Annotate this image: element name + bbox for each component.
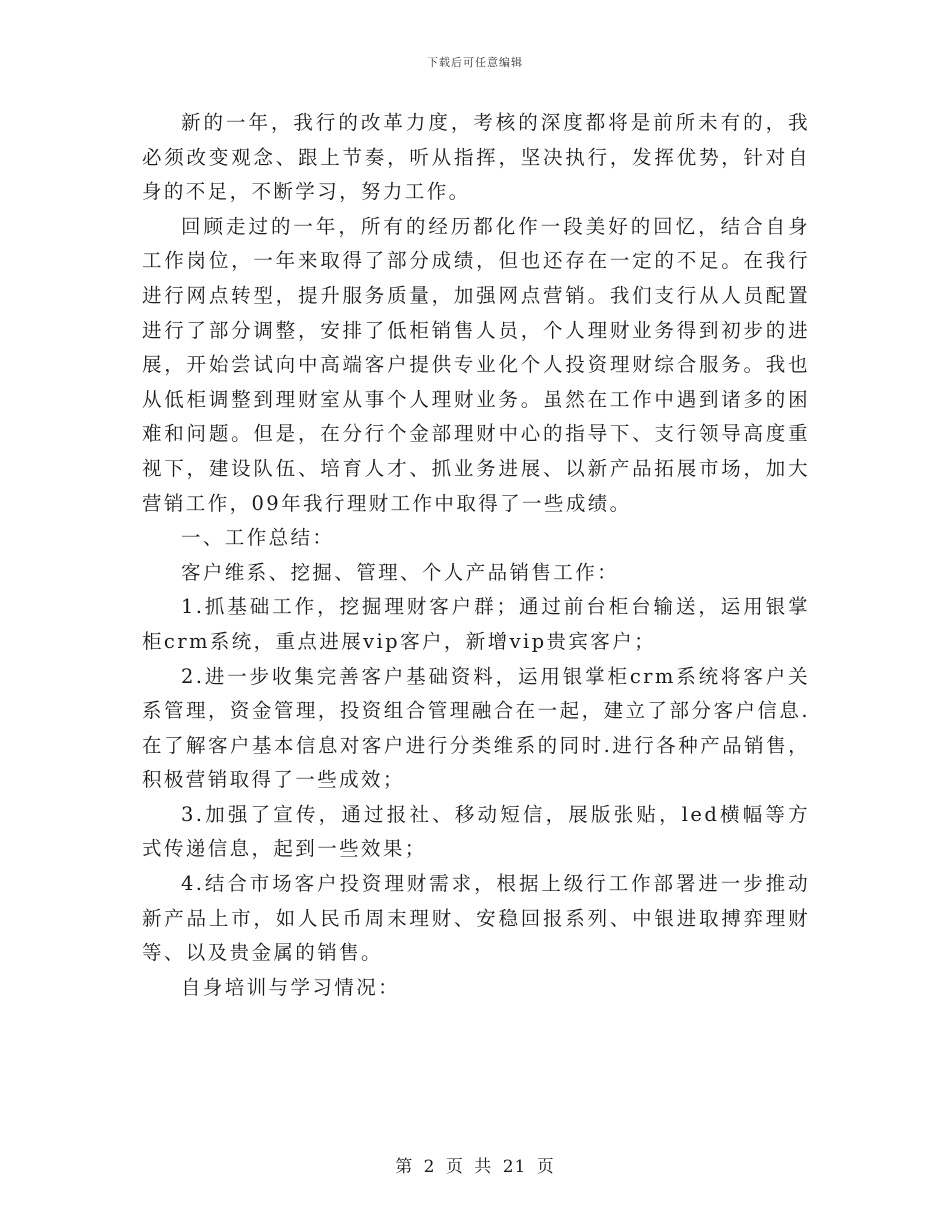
document-body [142,106,810,1005]
list-item-4: 4.结合市场客户投资理财需求，根据上级行工作部署进一步推动新产品上市，如人民币周末理财、安稳回报系列、中银进取搏弈理财等、以及贵金属的销售。 [142,872,810,965]
subheading-customer-sales: 客户维系、挖掘、管理、个人产品销售工作： [181,560,620,584]
paragraph-intro: 新的一年，我行的改革力度，考核的深度都将是前所未有的，我必须改变观念、跟上节奏，听从指挥，坚决执行，发挥优势，针对自身的不足，不断学习，努力工作。 [142,111,810,204]
header-note: 下载后可任意编辑 [427,56,523,69]
section-heading-work-summary: 一、工作总结： [181,526,335,550]
subheading-training: 自身培训与学习情况： [181,975,401,999]
list-item-1: 1.抓基础工作，挖掘理财客户群；通过前台柜台输送，运用银掌柜crm系统，重点进展vip客户，新增vip贵宾客户； [142,595,810,653]
list-item-3: 3.加强了宣传，通过报社、移动短信，展版张贴，led横幅等方式传递信息，起到一些效果； [142,802,810,861]
list-item-2: 2.进一步收集完善客户基础资料，运用银掌柜crm系统将客户关系管理，资金管理，投资组合管理融合在一起，建立了部分客户信息.在了解客户基本信息对客户进行分类维系的同时.进行各种产品销售，积极营销取得了一些成效； [142,664,810,792]
paragraph-review: 回顾走过的一年，所有的经历都化作一段美好的回忆，结合自身工作岗位，一年来取得了部分成绩，但也还存在一定的不足。在我行进行网点转型，提升服务质量，加强网点营销。我们支行从人员配置进行了部分调整，安排了低柜销售人员，个人理财业务得到初步的进展，开始尝试向中高端客户提供专业化个人投资理财综合服务。我也从低柜调整到理财室从事个人理财业务。虽然在工作中遇到诸多的困难和问题。但是，在分行个金部理财中心的指导下、支行领导高度重视下，建设队伍、培育人才、抓业务进展、以新产品拓展市场，加大营销工作，09年我行理财工作中取得了一些成绩。 [142,214,810,515]
page-number-footer: 第 2 页 共 21 页 [395,1157,555,1177]
